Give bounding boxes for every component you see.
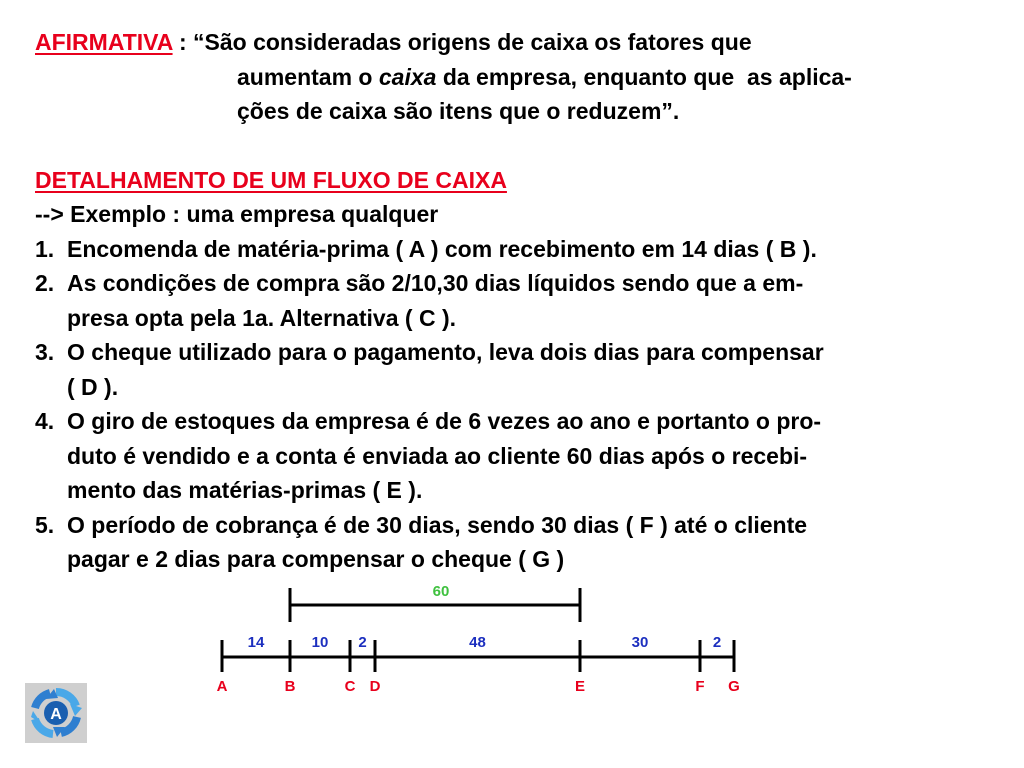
timeline-span-label: 60 — [432, 583, 450, 600]
list-item-number: 5. — [35, 511, 55, 538]
afirmativa-heading: AFIRMATIVA — [35, 29, 173, 55]
list-item-number: 3. — [35, 339, 55, 365]
afirmativa-quote-emphasis: caixa — [378, 63, 437, 90]
afirmativa-quote-line-1: “São consideradas origens de caixa os fatores que — [193, 29, 752, 55]
list-item-number: 2. — [35, 270, 55, 296]
timeline-point-label-b: B — [284, 678, 296, 695]
list-item-text: mento das matérias-primas ( E ). — [67, 477, 423, 503]
afirmativa-quote-line-2-post: da empresa, enquanto que as aplica- — [436, 63, 852, 90]
afirmativa-line-3: ções de caixa são itens que o reduzem”. — [237, 98, 680, 124]
list-item-text: O giro de estoques da empresa é de 6 vezes ao ano e portanto o pro- — [67, 408, 822, 434]
timeline-segment-label: 10 — [311, 634, 329, 651]
timeline-point-label-d: D — [369, 678, 381, 695]
list-item-text: presa opta pela 1a. Alternativa ( C ). — [67, 304, 456, 331]
afirmativa-colon: : — [172, 29, 194, 55]
list-item-number: 4. — [35, 408, 55, 434]
list-item-text: pagar e 2 dias para compensar o cheque ( G ) — [67, 546, 565, 572]
list-item-text: O cheque utilizado para o pagamento, leva dois dias para compensar — [67, 339, 824, 365]
cycle-arrows-icon — [25, 683, 87, 743]
timeline-point-label-e: E — [574, 678, 586, 695]
list-item-text: duto é vendido e a conta é enviada ao cliente 60 dias após o recebi- — [67, 442, 808, 469]
timeline-point-label-a: A — [216, 678, 228, 695]
list-item-text: As condições de compra são 2/10,30 dias líquidos sendo que a em- — [67, 270, 804, 296]
timeline-segment-label: 30 — [631, 634, 649, 651]
afirmativa-quote-line-2-pre: aumentam o — [237, 63, 379, 90]
timeline-point-label-c: C — [344, 678, 356, 695]
timeline-point-label-f: F — [695, 678, 705, 695]
timeline-segment-label: 2 — [358, 634, 367, 651]
list-item-text: O período de cobrança é de 30 dias, sendo 30 dias ( F ) até o cliente — [67, 511, 808, 538]
list-item-number: 1. — [35, 235, 55, 262]
timeline-point-label-g: G — [728, 678, 740, 695]
list-item-text: ( D ). — [67, 373, 119, 400]
list-item-text: Encomenda de matéria-prima ( A ) com recebimento em 14 dias ( B ). — [67, 235, 817, 262]
logo — [25, 683, 87, 743]
example-line: --> Exemplo : uma empresa qualquer — [35, 201, 439, 227]
timeline-segment-label: 48 — [469, 634, 486, 651]
detalhamento-heading: DETALHAMENTO DE UM FLUXO DE CAIXA — [35, 166, 507, 193]
logo-letter: A — [50, 706, 62, 723]
timeline-segment-label: 2 — [712, 634, 722, 651]
timeline-segment-label: 14 — [247, 634, 265, 651]
